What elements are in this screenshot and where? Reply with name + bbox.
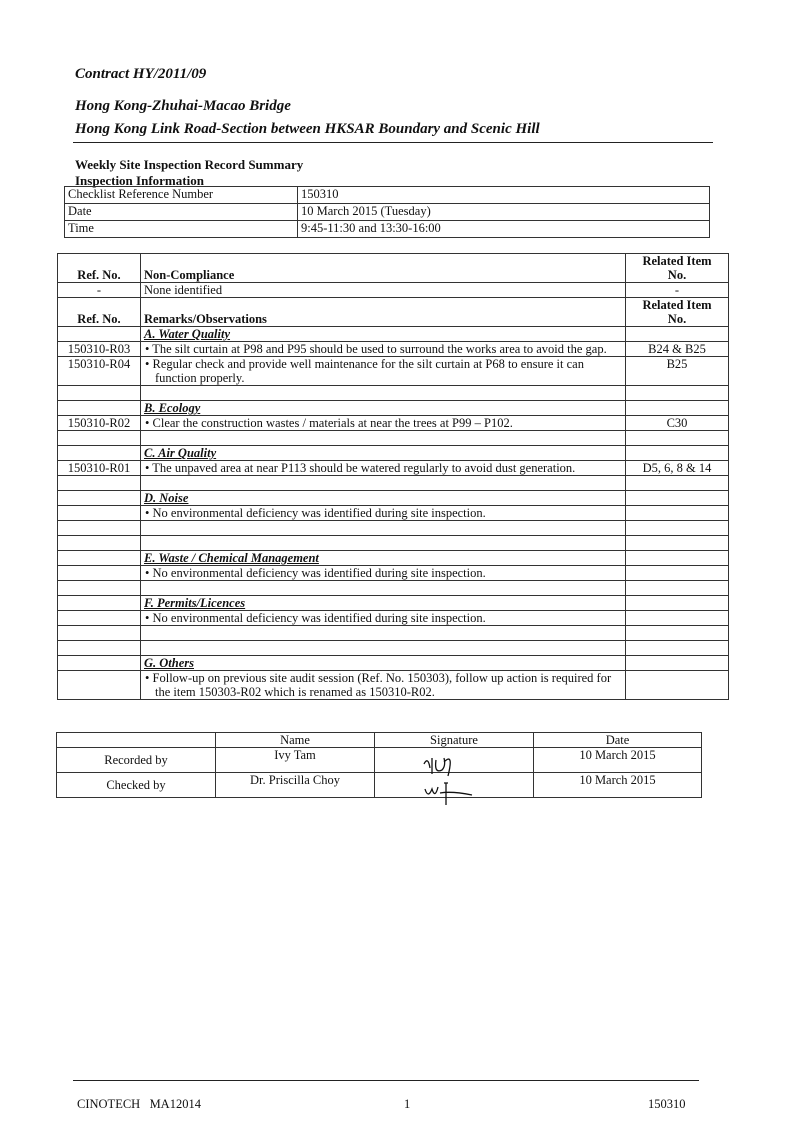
- ref-no: 150310-R04: [58, 357, 141, 386]
- project-title-line2: Hong Kong Link Road-Section between HKSAR Boundary and Scenic Hill: [75, 121, 540, 137]
- table-row: [58, 357, 729, 386]
- blank-row: [58, 431, 729, 446]
- observation-text: The silt curtain at P98 and P95 should be used to surround the works area to avoid the gap.: [152, 342, 607, 356]
- table-row: [58, 671, 729, 700]
- section-title: D. Noise: [144, 491, 189, 505]
- related-item: C30: [626, 416, 729, 431]
- bullet-icon: •: [145, 416, 150, 430]
- section-permits: [58, 596, 729, 611]
- related-item: -: [626, 283, 729, 298]
- ref-no: 150310-R02: [58, 416, 141, 431]
- section-noise: [58, 491, 729, 506]
- table-row: [58, 416, 729, 431]
- ref-no: 150310-R01: [58, 461, 141, 476]
- info-value: 10 March 2015 (Tuesday): [298, 204, 710, 221]
- section-others: [58, 656, 729, 671]
- header-divider: [73, 142, 713, 143]
- ref-no: -: [58, 283, 141, 298]
- col-ref-no: Ref. No.: [58, 298, 141, 327]
- info-row-checklist: [65, 187, 710, 204]
- footer-company: CINOTECH MA12014: [77, 1097, 201, 1111]
- signer-name: Dr. Priscilla Choy: [216, 773, 375, 798]
- section-title: A. Water Quality: [144, 327, 231, 341]
- col-ref-no: Ref. No.: [58, 254, 141, 283]
- blank-row: [58, 521, 729, 536]
- signature-header-row: [57, 733, 702, 748]
- observation-text: No environmental deficiency was identified during site inspection.: [152, 506, 486, 520]
- section-water-quality: [58, 327, 729, 342]
- noncompliance-row: [58, 283, 729, 298]
- summary-title: Weekly Site Inspection Record Summary: [75, 157, 304, 172]
- inspection-info-table: [64, 186, 710, 238]
- table-row: [58, 566, 729, 581]
- bullet-icon: •: [145, 611, 150, 625]
- contract-number: Contract HY/2011/09: [75, 66, 207, 82]
- info-value: 9:45-11:30 and 13:30-16:00: [298, 221, 710, 238]
- role-label: Recorded by: [57, 748, 216, 773]
- section-title: G. Others: [144, 656, 195, 670]
- bullet-icon: •: [145, 342, 150, 356]
- observation-text: Follow-up on previous site audit session (Ref. No. 150303), follow up action is required for the item 150303-R02 which is renamed as 150310-R02.: [152, 671, 612, 699]
- footer-reference: 150310: [648, 1097, 686, 1111]
- blank-row: [58, 641, 729, 656]
- section-air-quality: [58, 446, 729, 461]
- ref-no: 150310-R03: [58, 342, 141, 357]
- section-title: C. Air Quality: [144, 446, 217, 460]
- recorded-by-row: [57, 748, 702, 773]
- related-item: D5, 6, 8 & 14: [626, 461, 729, 476]
- checked-by-row: [57, 773, 702, 798]
- sign-date: 10 March 2015: [534, 748, 702, 773]
- col-signature: Signature: [375, 733, 534, 748]
- observation-text: No environmental deficiency was identified during site inspection.: [152, 611, 486, 625]
- table-row: [58, 461, 729, 476]
- blank-row: [58, 476, 729, 491]
- info-row-date: [65, 204, 710, 221]
- project-title-line1: Hong Kong-Zhuhai-Macao Bridge: [75, 98, 291, 114]
- section-title: B. Ecology: [144, 401, 201, 415]
- table-row: [58, 611, 729, 626]
- col-related-item: Related Item No.: [626, 298, 729, 327]
- role-label: Checked by: [57, 773, 216, 798]
- observation-text: The unpaved area at near P113 should be watered regularly to avoid dust generation.: [152, 461, 576, 475]
- inspection-info-title: Inspection Information: [75, 173, 204, 188]
- blank-row: [58, 581, 729, 596]
- signer-name: Ivy Tam: [216, 748, 375, 773]
- section-ecology: [58, 401, 729, 416]
- info-label: Checklist Reference Number: [65, 187, 298, 204]
- remarks-header-row: [58, 298, 729, 327]
- bullet-icon: •: [145, 566, 150, 580]
- col-date: Date: [534, 733, 702, 748]
- observation-text: No environmental deficiency was identified during site inspection.: [152, 566, 486, 580]
- observation-text: Regular check and provide well maintenance for the silt curtain at P68 to ensure it can function properly.: [152, 357, 584, 385]
- signature-priscilla-choy: [422, 777, 478, 807]
- observations-table: [57, 253, 729, 700]
- blank-row: [58, 536, 729, 551]
- section-waste: [58, 551, 729, 566]
- signature-table: [56, 732, 702, 798]
- col-remarks: Remarks/Observations: [141, 298, 626, 327]
- related-item: B25: [626, 357, 729, 386]
- info-value: 150310: [298, 187, 710, 204]
- noncompliance-header-row: [58, 254, 729, 283]
- table-row: [58, 506, 729, 521]
- observation-text: Clear the construction wastes / materials at near the trees at P99 – P102.: [152, 416, 513, 430]
- sign-date: 10 March 2015: [534, 773, 702, 798]
- col-name: Name: [216, 733, 375, 748]
- bullet-icon: •: [145, 671, 150, 685]
- noncompliance-text: None identified: [141, 283, 626, 298]
- col-related-item: Related Item No.: [626, 254, 729, 283]
- page-number: 1: [404, 1097, 411, 1111]
- bullet-icon: •: [145, 461, 150, 475]
- blank-row: [58, 386, 729, 401]
- bullet-icon: •: [145, 357, 150, 371]
- blank-row: [58, 626, 729, 641]
- info-label: Time: [65, 221, 298, 238]
- footer-divider: [73, 1080, 699, 1081]
- col-non-compliance: Non-Compliance: [141, 254, 626, 283]
- info-label: Date: [65, 204, 298, 221]
- info-row-time: [65, 221, 710, 238]
- signature-ivy-tam: [420, 750, 464, 780]
- related-item: B24 & B25: [626, 342, 729, 357]
- section-title: F. Permits/Licences: [144, 596, 246, 610]
- bullet-icon: •: [145, 506, 150, 520]
- section-title: E. Waste / Chemical Management: [144, 551, 319, 565]
- table-row: [58, 342, 729, 357]
